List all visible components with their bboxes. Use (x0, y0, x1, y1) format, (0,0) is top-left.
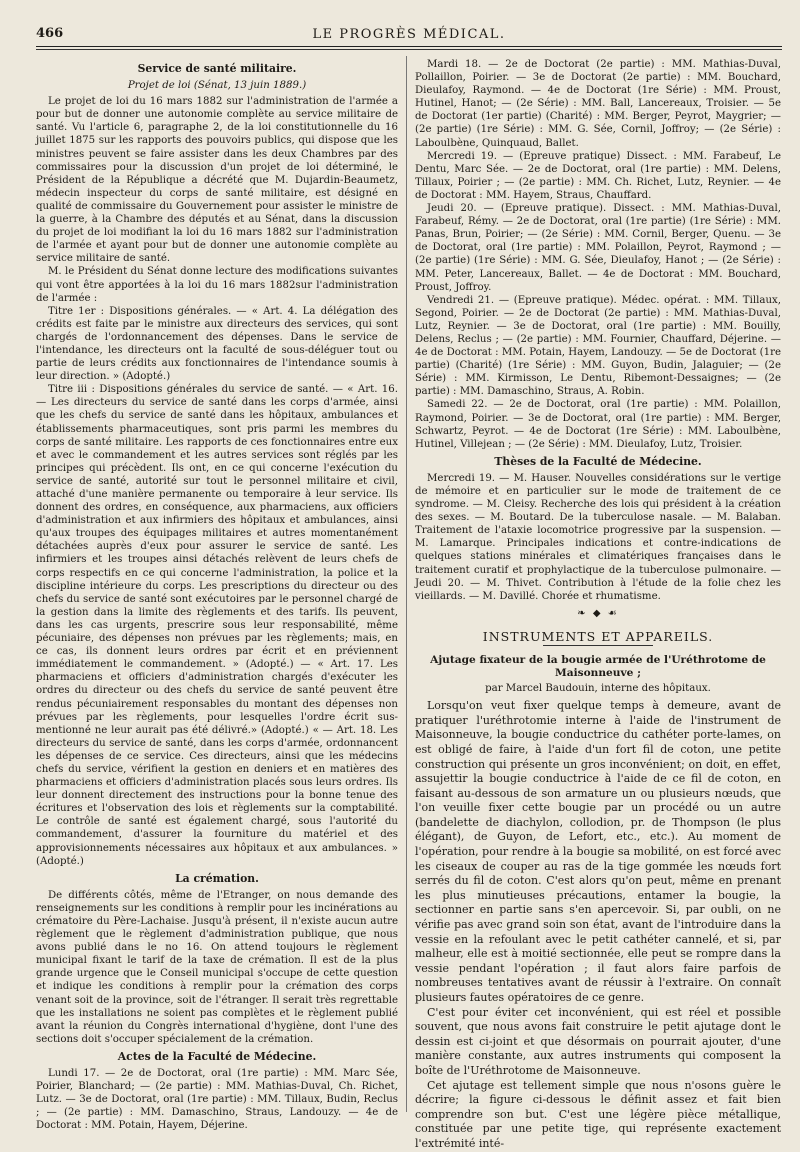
running-title: LE PROGRÈS MÉDICAL. (312, 27, 506, 42)
service-paragraph: Titre 1er : Dispositions générales. — « Art. 4. La délégation des crédits est faite par le ministre aux directeurs des services, qui sont chargés de l'ordonnancement des dépenses. Dans le service de l'intendance, les directeurs ont la faculté de sous-déléguer tout ou partie de leurs crédits aux fonctionnaires de l'intendance soumis à leur direction. » (Adopté.) (36, 305, 398, 383)
actes-lundi: Lundi 17. — 2e de Doctorat, oral (1re partie) : MM. Marc Sée, Poirier, Blanchard; — (2e partie) : MM. Mathias-Duval, Ch. Richet, Lutz. — 3e de Doctorat, oral (1re partie) : MM. Tillaux, Budin, Reclus ; — (2e partie) : MM. Damaschino, Straus, Landouzy. — 4e de Doctorat : MM. Potain, Hayem, Déjerine. (36, 1068, 398, 1132)
service-paragraph: M. le Président du Sénat donne lecture des modifications suivantes qui vont être apportées à la loi du 16 mars 1882sur l'administration de l'armée : (36, 266, 398, 304)
section-title: INSTRUMENTS ET APPAREILS. (482, 628, 714, 644)
section-rule (543, 645, 653, 646)
ornament-divider: ❧ ◆ ☙ (577, 607, 619, 619)
article-paragraph: C'est pour éviter cet inconvénient, qui est réel et possible souvent, que nous avons fait construire le petit ajutage dont le dessin est ci-joint et que désormais on pourrait ajouter, d'une manière constante, aux autres instruments qui composent la boîte de l'Uréthrotome de Maisonneuve. (415, 1005, 781, 1077)
service-paragraph: Le projet de loi du 16 mars 1882 sur l'administration de l'armée a pour but de donner une autonomie complète au service militaire de santé. Vu l'article 6, paragraphe 2, de la loi constitutionnelle du 16 juillet 1875 sur les rapports des pouvoirs publics, qui dispose que les ministres peuvent se faire assister dans les deux Chambres par des commissaires pour la discussion d'un projet de loi déterminé, le Président de la République a décrété que M. Dujardin-Beaumetz, médecin inspecteur du corps de santé militaire, est désigné en qualité de commissaire du Gouvernement pour assister le ministre de la guerre, à la Chambre des députés et au Sénat, dans la discussion du projet de loi modifiant la loi du 16 mars 1882 sur l'administration de l'armée et ayant pour but de donner une autonomie complète au service militaire de santé. (36, 96, 398, 265)
theses-heading: Thèses de la Faculté de Médecine. (494, 454, 702, 468)
actes-heading: Actes de la Faculté de Médecine. (117, 1049, 317, 1063)
header-rule (36, 49, 782, 50)
page-number: 466 (36, 26, 64, 41)
article-byline: par Marcel Baudouin, interne des hôpitaux. (485, 683, 711, 695)
actes-vendredi: Vendredi 21. — (Epreuve pratique). Médec. opérat. : MM. Tillaux, Segond, Poirier. — 2e de Doctorat (2e partie) : MM. Mathias-Duval, Lutz, Reynier. — 3e de Doctorat, oral (1re partie) : MM. Bouilly, Delens, Reclus ; — (2e partie) : MM. Fournier, Chauffard, Déjerine. — 4e de Doctorat : MM. Potain, Hayem, Landouzy. — 5e de Doctorat (1re partie) (Charité) (1re Série) : MM. Guyon, Budin, Jalaguier; — (2e Série) : MM. Kirmisson, Le Dentu, Ribemont-Dessaignes; — (2e partie) : MM. Damaschino, Straus, A. Robin. (415, 294, 781, 398)
service-sante-heading: Service de santé militaire. (137, 62, 297, 75)
actes-mercredi: Mercredi 19. — (Epreuve pratique) Dissect. : MM. Farabeuf, Le Dentu, Marc Sée. — 2e de Doctorat, oral (1re partie) : MM. Delens, Tillaux, Poirier ; — (2e partie) : MM. Ch. Richet, Lutz, Reynier. — 4e de Doctorat : MM. Hayem, Straus, Chauffard. (415, 150, 781, 201)
page-header (36, 26, 782, 47)
service-sante-subheading: Projet de loi (Sénat, 13 juin 1889.) (127, 80, 307, 92)
column-divider (406, 56, 407, 1112)
theses-paragraph: Mercredi 19. — M. Hauser. Nouvelles considérations sur le vertige de mémoire et en particulier sur le mode de traitement de ce syndrome. — M. Cleisy. Recherche des lois qui président à la création des sexes. — M. Boutard. De la tuberculose nasale. — M. Balaban. Traitement de l'ataxie locomotrice progressive par la suspension. — M. Lamarque. Principales indications et contre-indications de quelques stations minérales et climatériques françaises dans le traitement curatif et prophylactique de la tuberculose pulmonaire. — Jeudi 20. — M. Thivet. Contribution à l'étude de la folie chez les vieillards. — M. Davillé. Chorée et rhumatisme. (415, 472, 781, 602)
actes-mardi: Mardi 18. — 2e de Doctorat (2e partie) : MM. Mathias-Duval, Pollaillon, Poirier. — 3e de Doctorat (2e partie) : MM. Bouchard, Dieulafoy, Raymond. — 4e de Doctorat (1re Série) : MM. Proust, Hutinel, Hanot; — (2e Série) : MM. Ball, Lancereaux, Troisier. — 5e de Doctorat (1er partie) (Charité) : MM. Berger, Peyrot, Maygrier; — (2e partie) (1re Série) : MM. G. Sée, Cornil, Joffroy; — (2e Série) : Laboulbène, Quinquaud, Ballet. (415, 59, 781, 149)
article-paragraph: Lorsqu'on veut fixer quelque temps à demeure, avant de pratiquer l'uréthrotomie interne à l'aide de l'instrument de Maisonneuve, la bougie conductrice du cathéter porte-lames, on est obligé de faire, à l'aide d'un fort fil de coton, une petite construction qui présente un gros inconvénient; on doit, en effet, assujettir la bougie conductrice à l'aide de ce fil de coton, en faisant au-dessous de son armature un ou plusieurs nœuds, que l'on veuille fixer cette bougie par un procédé ou un autre (bandelette de diachylon, collodion, pr. de Thompson (le plus élégant), de Guyon, de Lefort, etc., etc.). Au moment de l'opération, pour rendre à la bougie sa mobilité, on est forcé avec les ciseaux de couper au ras de la tige gommée les nœuds fort serrés du fil de coton. C'est alors qu'on peut, même en prenant les plus minutieuses précautions, entamer la bougie, la sectionner en partie sans s'en apercevoir. Si, par oubli, on ne vérifie pas avec grand soin son état, avant de l'introduire dans la vessie en la refoulant avec le petit cathéter cannelé, et si, par malheur, elle est à moitié sectionnée, elle peut se rompre dans la vessie pendant l'opération ; il faut alors faire parfois de nombreuses tentatives avant de réussir à l'extraire. On connaît plusieurs fautes opératoires de ce genre. (415, 699, 781, 1004)
service-paragraph: Titre iii : Dispositions générales du service de santé. — « Art. 16. — Les directeurs du service de santé dans les corps d'armée, ainsi que les chefs du service de santé dans les hôpitaux, ambulances et établissements pharmaceutiques, sont pris parmi les membres du corps de santé militaire. Les rapports de ces fonctionnaires entre eux et avec le commandement et les autres services sont réglés par les principes qui précèdent. Ils ont, en ce qui concerne l'exécution du service de santé, autorité sur tout le personnel militaire et civil, attaché d'une manière permanente ou temporaire à leur service. Ils donnent des ordres, en conséquence, aux pharmaciens, aux officiers d'administration et aux infirmiers des hôpitaux et ambulances, ainsi qu'aux troupes des équipages militaires et autres momentanément détachées auprès d'eux pour assurer le service de santé. Les infirmiers et les troupes ainsi détachés relèvent de leurs chefs de corps respectifs en ce qui concerne l'administration, la police et la discipline intérieure du corps. Les prescriptions du directeur ou des chefs du service de santé sont exécutoires par le personnel chargé de la gestion dans la limite des règlements et des tarifs. Ils peuvent, dans les cas urgents, prescrire sous leur responsabilité, même pécuniaire, des dépenses non prévues par les règlements; mais, en ce cas, ils donnent leurs ordres par écrit et en préviennent immédiatement le commandement. » (Adopté.) — « Art. 17. Les pharmaciens et officiers d'administration chargés d'exécuter les ordres du directeur ou des chefs du service de santé peuvent être rendus pécuniairement responsables du montant des dépenses non prévues par les règlements, pour lesquelles l'ordre écrit sus-mentionné ne leur aurait pas été délivré.» (Adopté.) « — Art. 18. Les directeurs du service de santé, dans les corps d'armée, ordonnancent les dépenses de ce service. Ces directeurs, ainsi que les médecins chefs du service, vérifient la gestion en deniers et en matières des pharmaciens et officiers d'administration placés sous leurs ordres. Ils leur donnent directement des instructions pour la bonne tenue des écritures et l'observation des lois et règlements sur la comptabilité. Le contrôle de santé est également chargé, sous l'autorité du commandement, d'assurer la fourniture du matériel et des approvisionnements nécessaires aux hôpitaux et aux ambulances. » (Adopté.) (36, 384, 398, 867)
cremation-paragraph: De différents côtés, même de l'Etranger, on nous demande des renseignements sur les conditions à remplir pour les incinérations au crématoire du Père-Lachaise. Jusqu'à présent, il n'existe aucun autre règlement que le règlement d'administration publique, que nous avons publié dans le no 16. On attend toujours le règlement municipal fixant le tarif de la taxe de crémation. Il est de la plus grande urgence que le Conseil municipal s'occupe de cette question et indique les conditions à remplir pour la crémation des corps venant soit de la province, soit de l'étranger. Il serait très regrettable que les installations ne soient pas complètes et le règlement publié avant la réunion du Congrès international d'hygiène, dont l'une des sections doit s'occuper spécialement de la crémation. (36, 889, 398, 1045)
right-column (415, 58, 781, 1150)
article-body (415, 699, 781, 1151)
article-paragraph: Cet ajutage est tellement simple que nous n'osons guère le décrire; la figure ci-dessous le définit assez et fait bien comprendre son but. C'est une légère pièce métallique, constituée par une petite tige, qui représente exactement l'extrémité inté- (415, 1078, 781, 1150)
left-column (36, 58, 398, 1132)
actes-samedi: Samedi 22. — 2e de Doctorat, oral (1re partie) : MM. Polaillon, Raymond, Poirier. — 3e de Doctorat, oral (1re partie) : MM. Berger, Schwartz, Peyrot. — 4e de Doctorat (1re Série) : MM. Laboulbène, Hutinel, Villejean ; — (2e Série) : MM. Dieulafoy, Lutz, Troisier. (415, 399, 781, 450)
cremation-heading: La crémation. (175, 871, 259, 885)
article-title: Ajutage fixateur de la bougie armée de l'Uréthrotome de Maisonneuve ; (430, 654, 766, 680)
actes-jeudi: Jeudi 20. — (Epreuve pratique). Dissect. : MM. Mathias-Duval, Farabeuf, Rémy. — 2e de Doctorat, oral (1re partie) (1re Série) : MM. Panas, Brun, Poirier; — (2e Série) : MM. Cornil, Berger, Quenu. — 3e de Doctorat, oral (1re partie) : MM. Polaillon, Peyrot, Raymond ; — (2e partie) (1re Série) : MM. G. Sée, Dieulafoy, Hanot ; — (2e Série) : MM. Peter, Lancereaux, Ballet. — 4e de Doctorat : MM. Bouchard, Proust, Joffroy. (415, 203, 781, 293)
